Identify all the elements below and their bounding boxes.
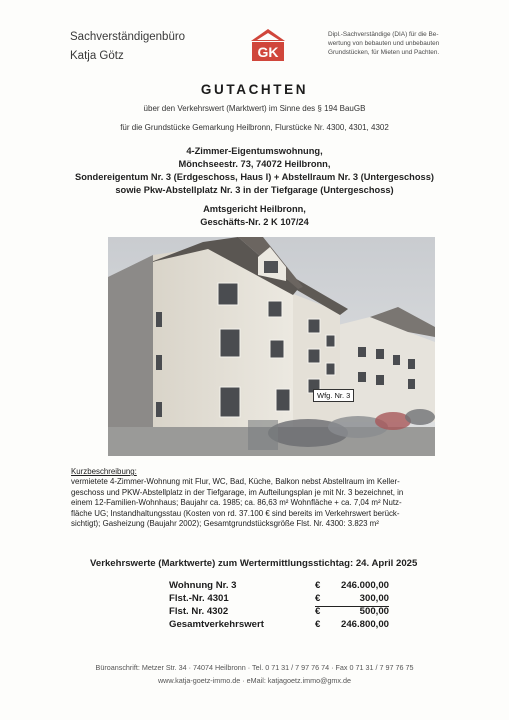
court-name: Amtsgericht Heilbronn, bbox=[203, 204, 306, 214]
value-amount: 500,00 bbox=[359, 606, 389, 617]
office-name-line1: Sachverständigenbüro bbox=[70, 31, 186, 43]
description-line: geschoss und PKW-Abstellplatz in der Tiefgarage, im Aufteilungsplan je mit Nr. 3 bezeichnet, in bbox=[71, 487, 404, 497]
description-line: sichtigt); Gasheizung (Baujahr 2002); Gesamtgrundstücksgröße Flst. Nr. 4300: 3.823 m² bbox=[71, 519, 379, 529]
value-label: Wohnung Nr. 3 bbox=[169, 580, 237, 591]
currency-symbol: € bbox=[315, 580, 321, 591]
value-label: Flst.-Nr. 4301 bbox=[169, 593, 229, 604]
description-line: fläche UG; Instandhaltungsstau (Kosten von rd. 37.100 € sind bereits im Verkehrswert berück- bbox=[71, 508, 400, 518]
building-photo-image bbox=[108, 237, 435, 456]
office-name-line2: Katja Götz bbox=[70, 50, 124, 62]
gk-logo bbox=[248, 28, 288, 62]
value-row-total bbox=[169, 619, 389, 632]
document-title: GUTACHTEN bbox=[200, 82, 309, 97]
footer-contact: www.katja-goetz-immo.de · eMail: katjagoetz.immo@gmx.de bbox=[157, 676, 352, 685]
value-amount: 300,00 bbox=[359, 593, 389, 604]
property-line: Sondereigentum Nr. 3 (Erdgeschoss, Haus I) + Abstellraum Nr. 3 (Untergeschoss) bbox=[75, 172, 434, 182]
qualification-line: Dipl.-Sachverständige (DIA) für die Be- bbox=[328, 31, 439, 38]
property-line: 4-Zimmer-Eigentumswohnung, bbox=[186, 146, 323, 156]
description-line: einem 12-Familien-Wohnhaus; Baujahr ca. 1985; ca. 86,63 m² Wohnfläche + ca. 7,04 m² Nutz- bbox=[71, 498, 402, 508]
qualification-line: wertung von bebauten und unbebauten bbox=[328, 40, 440, 47]
apartment-label: Wfg. Nr. 3 bbox=[313, 389, 354, 402]
property-line: sowie Pkw-Abstellplatz Nr. 3 in der Tiefgarage (Untergeschoss) bbox=[115, 185, 394, 195]
court-reference bbox=[0, 203, 509, 229]
value-label: Gesamtverkehrswert bbox=[169, 619, 264, 630]
description-line: vermietete 4-Zimmer-Wohnung mit Flur, WC, Bad, Küche, Balkon nebst Abstellraum im Keller- bbox=[71, 477, 400, 487]
qualification-note bbox=[328, 30, 478, 57]
value-row bbox=[169, 580, 389, 593]
short-description bbox=[71, 467, 449, 529]
logo-text: GK bbox=[257, 44, 279, 60]
value-amount: 246.000,00 bbox=[340, 580, 389, 591]
office-name bbox=[70, 28, 185, 66]
footer-address: Büroanschrift: Metzer Str. 34 · 74074 Heilbronn · Tel. 0 71 31 / 7 97 76 74 · Fax 0 71 31 / 7 97 76 75 bbox=[95, 663, 414, 672]
subtitle-parcels: für die Grundstücke Gemarkung Heilbronn, Flurstücke Nr. 4300, 4301, 4302 bbox=[120, 123, 389, 132]
building-photo bbox=[108, 237, 435, 456]
property-description bbox=[0, 145, 509, 197]
subtitle-legal: über den Verkehrswert (Marktwert) im Sinne des § 194 BauGB bbox=[143, 104, 366, 113]
currency-symbol: € bbox=[315, 619, 321, 630]
value-row bbox=[169, 606, 389, 619]
value-label: Flst. Nr. 4302 bbox=[169, 606, 229, 617]
qualification-line: Grundstücken, für Mieten und Pachten. bbox=[328, 49, 440, 56]
gk-logo-icon bbox=[248, 28, 288, 62]
case-number: Geschäfts-Nr. 2 K 107/24 bbox=[200, 217, 309, 227]
values-heading: Verkehrswerte (Marktwerte) zum Wertermittlungsstichtag: 24. April 2025 bbox=[90, 558, 418, 569]
value-amount: 246.800,00 bbox=[340, 619, 389, 630]
currency-symbol: € bbox=[315, 606, 321, 617]
currency-symbol: € bbox=[315, 593, 321, 604]
description-label: Kurzbeschreibung: bbox=[71, 467, 137, 476]
value-row bbox=[169, 593, 389, 606]
property-line: Mönchseestr. 73, 74072 Heilbronn, bbox=[178, 159, 331, 169]
